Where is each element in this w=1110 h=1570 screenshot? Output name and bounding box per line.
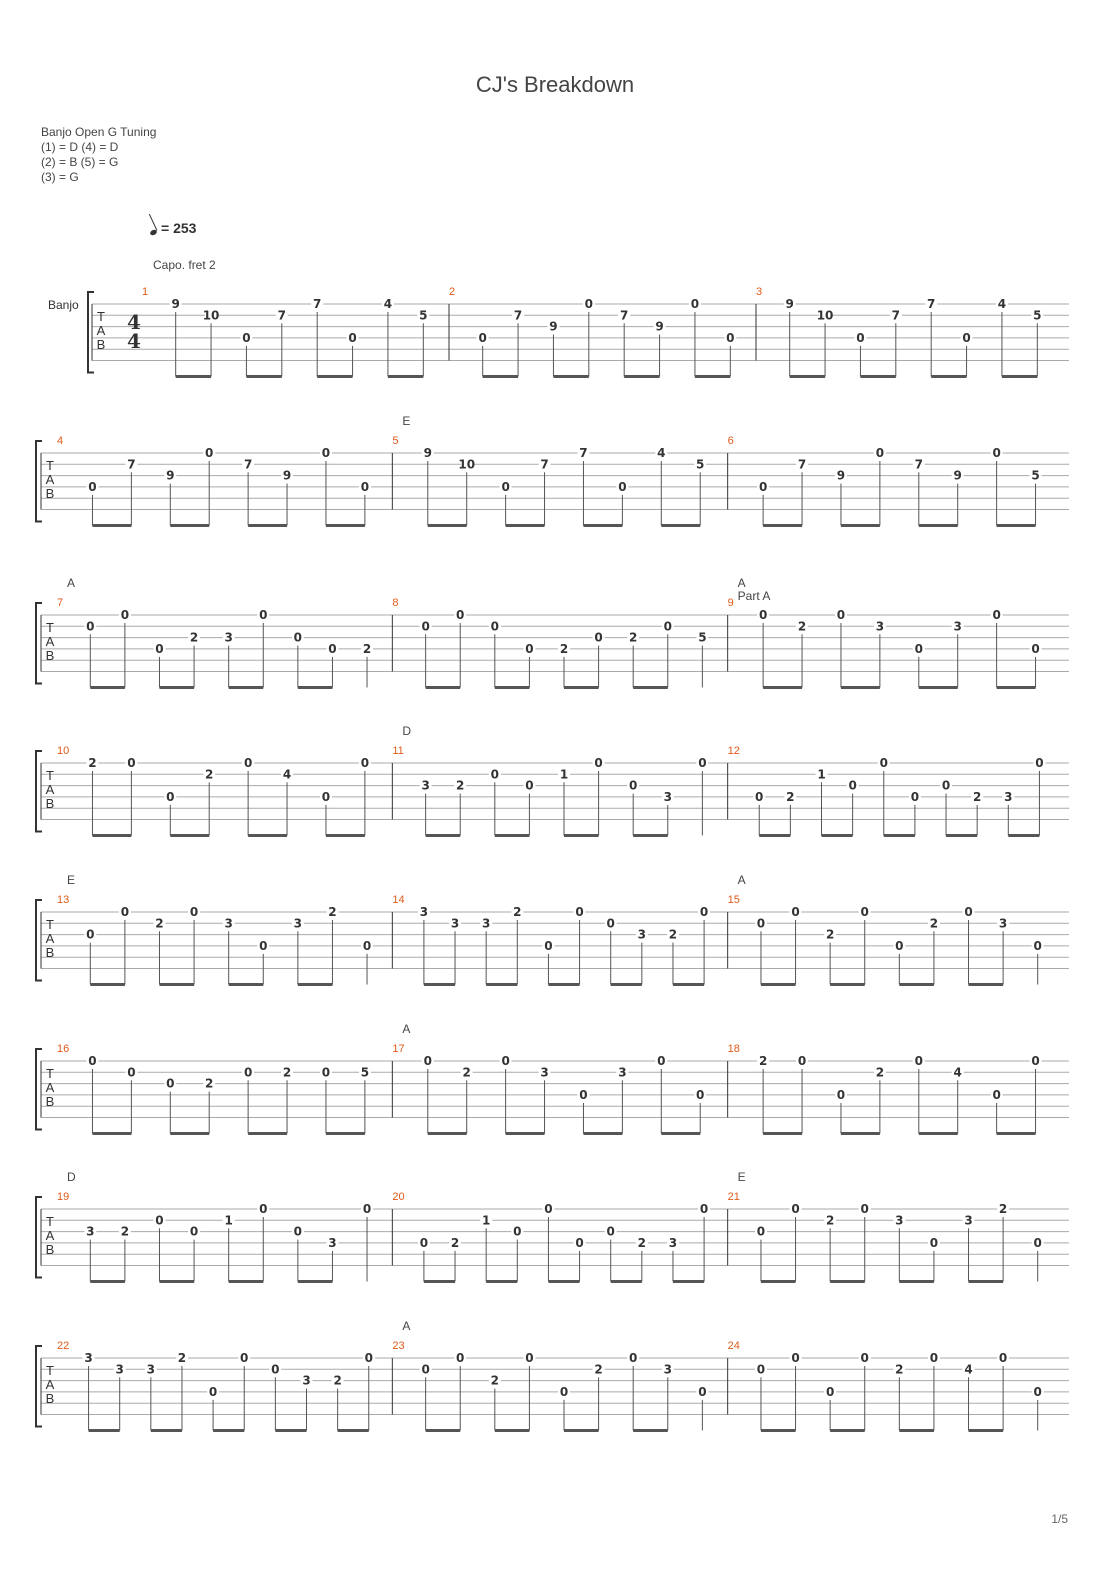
- fret-number: 4: [997, 297, 1007, 311]
- fret-number: 3: [293, 916, 303, 931]
- fret-number: 0: [328, 641, 337, 656]
- fret-number: 0: [836, 1087, 846, 1102]
- fret-number: 9: [836, 468, 846, 483]
- fret-number: 0: [362, 938, 372, 953]
- fret-number: 3: [637, 927, 647, 942]
- tab-letter: T: [46, 767, 54, 783]
- fret-number: 0: [914, 1054, 923, 1068]
- song-title: CJ's Breakdown: [475, 72, 635, 97]
- chord-symbol: A: [737, 873, 746, 887]
- fret-number: 0: [205, 446, 214, 460]
- tab-letter: T: [46, 619, 54, 635]
- fret-number: 2: [88, 756, 97, 770]
- fret-number: 0: [348, 330, 357, 345]
- fret-number: 0: [663, 619, 672, 634]
- page-number: 1/5: [1051, 1512, 1068, 1526]
- tab-letter: T: [46, 1362, 54, 1378]
- fret-number: 3: [895, 1213, 904, 1228]
- fret-number: 0: [860, 1351, 869, 1365]
- fret-number: 0: [478, 330, 487, 345]
- fret-number: 0: [992, 446, 1001, 460]
- fret-number: 2: [594, 1362, 603, 1377]
- fret-number: 0: [584, 297, 593, 311]
- fret-number: 0: [929, 1235, 939, 1250]
- fret-number: 2: [998, 1202, 1008, 1216]
- fret-number: 2: [205, 767, 214, 782]
- tab-letter: T: [46, 916, 54, 932]
- fret-number: 0: [836, 608, 846, 622]
- fret-number: 5: [698, 630, 707, 645]
- fret-number: 0: [698, 1384, 707, 1399]
- fret-number: 0: [243, 756, 253, 770]
- fret-number: 7: [914, 457, 923, 472]
- fret-number: 7: [891, 308, 900, 323]
- fret-number: 0: [690, 297, 700, 311]
- fret-number: 0: [293, 630, 303, 645]
- fret-number: 0: [456, 1351, 465, 1365]
- fret-number: 2: [155, 916, 164, 931]
- fret-number: 5: [696, 457, 705, 472]
- fret-number: 3: [328, 1235, 337, 1250]
- fret-number: 2: [929, 916, 939, 931]
- fret-number: 7: [127, 457, 136, 472]
- chord-symbol: A: [67, 576, 76, 590]
- fret-number: 0: [1033, 1384, 1042, 1399]
- fret-number: 0: [879, 756, 888, 770]
- fret-number: 10: [458, 457, 476, 472]
- fret-number: 5: [360, 1065, 370, 1080]
- fret-number: 0: [243, 1065, 253, 1080]
- measure-number: 1: [142, 286, 149, 298]
- fret-number: 2: [333, 1373, 342, 1388]
- fret-number: 9: [953, 468, 962, 483]
- fret-number: 0: [856, 330, 865, 345]
- fret-number: 5: [419, 308, 428, 323]
- tab-letter: T: [46, 1065, 54, 1081]
- fret-number: 1: [817, 767, 826, 782]
- fret-number: 7: [579, 446, 588, 460]
- fret-number: 0: [1033, 938, 1042, 953]
- fret-number: 9: [282, 468, 292, 483]
- fret-number: 0: [423, 1054, 432, 1068]
- measure-number: 4: [57, 435, 64, 447]
- measure-number: 8: [392, 597, 399, 609]
- fret-number: 0: [421, 1362, 430, 1377]
- fret-number: 0: [189, 905, 199, 919]
- fret-number: 0: [259, 938, 268, 953]
- fret-number: 4: [964, 1362, 973, 1377]
- fret-number: 0: [910, 789, 920, 804]
- fret-number: 2: [972, 789, 982, 804]
- fret-number: 2: [450, 1235, 460, 1250]
- fret-number: 3: [450, 916, 460, 931]
- fret-number: 0: [501, 479, 510, 494]
- fret-number: 0: [544, 938, 553, 953]
- tab-letter: A: [45, 1080, 55, 1096]
- tab-letter: T: [46, 1213, 54, 1229]
- fret-number: 0: [242, 330, 251, 345]
- fret-number: 0: [575, 905, 584, 919]
- tab-letter: B: [96, 337, 106, 353]
- fret-number: 0: [696, 1087, 705, 1102]
- time-signature-top: 4: [127, 309, 141, 334]
- fret-number: 0: [127, 756, 136, 770]
- fret-number: 9: [655, 319, 664, 334]
- tab-letter: B: [45, 945, 55, 961]
- tab-letter: B: [45, 486, 55, 502]
- fret-number: 3: [1004, 789, 1013, 804]
- chord-symbol: D: [402, 724, 412, 738]
- measure-number: 5: [392, 435, 399, 447]
- fret-number: 2: [120, 1224, 130, 1239]
- fret-number: 2: [490, 1373, 499, 1388]
- fret-number: 0: [791, 1351, 800, 1365]
- fret-number: 0: [860, 905, 869, 919]
- fret-number: 0: [797, 1054, 807, 1068]
- fret-number: 0: [629, 1351, 638, 1365]
- fret-number: 0: [208, 1384, 218, 1399]
- fret-number: 0: [606, 1224, 615, 1239]
- fret-number: 0: [501, 1054, 510, 1068]
- fret-number: 0: [756, 1362, 766, 1377]
- fret-number: 0: [579, 1087, 588, 1102]
- measure-number: 18: [727, 1043, 740, 1055]
- fret-number: 3: [421, 778, 430, 793]
- fret-number: 0: [293, 1224, 303, 1239]
- fret-number: 0: [525, 641, 534, 656]
- chord-symbol: E: [402, 414, 411, 428]
- fret-number: 3: [84, 1351, 93, 1365]
- fret-number: 0: [964, 905, 973, 919]
- fret-number: 0: [606, 916, 615, 931]
- fret-number: 9: [549, 319, 558, 334]
- fret-number: 2: [456, 778, 465, 793]
- fret-number: 0: [360, 756, 370, 770]
- fret-number: 0: [88, 479, 97, 494]
- tab-letter: A: [45, 1377, 55, 1393]
- chord-symbol: A: [402, 1022, 411, 1036]
- measure-number: 12: [727, 745, 740, 757]
- fret-number: 0: [321, 1065, 331, 1080]
- fret-number: 2: [637, 1235, 647, 1250]
- measure-number: 11: [392, 745, 404, 757]
- fret-number: 3: [419, 905, 429, 919]
- measure-number: 13: [57, 894, 70, 906]
- time-signature-bottom: 4: [127, 329, 141, 354]
- fret-number: 5: [1033, 308, 1042, 323]
- tab-letter: A: [96, 323, 106, 339]
- fret-number: 0: [189, 1224, 199, 1239]
- fret-number: 0: [825, 1384, 835, 1399]
- fret-number: 0: [419, 1235, 429, 1250]
- fret-number: 0: [726, 330, 735, 345]
- fret-number: 3: [224, 630, 233, 645]
- capo-marking: Capo. fret 2: [153, 258, 216, 272]
- fret-number: 5: [1031, 468, 1040, 483]
- measure-number: 19: [57, 1191, 70, 1203]
- fret-number: 9: [423, 446, 432, 460]
- fret-number: 0: [490, 619, 499, 634]
- fret-number: 0: [998, 1351, 1008, 1365]
- fret-number: 0: [629, 778, 638, 793]
- fret-number: 3: [224, 916, 233, 931]
- fret-number: 0: [1035, 756, 1044, 770]
- fret-number: 0: [914, 641, 923, 656]
- measure-number: 22: [57, 1340, 70, 1352]
- fret-number: 1: [559, 767, 569, 782]
- measure-number: 9: [727, 597, 734, 609]
- fret-number: 0: [699, 1202, 709, 1216]
- fret-number: 0: [364, 1351, 373, 1365]
- fret-number: 3: [302, 1373, 311, 1388]
- fret-number: 0: [525, 1351, 534, 1365]
- measure-number: 17: [392, 1043, 405, 1055]
- fret-number: 0: [962, 330, 971, 345]
- fret-number: 3: [663, 1362, 672, 1377]
- tab-letter: T: [97, 308, 105, 324]
- measure-number: 14: [392, 894, 405, 906]
- tab-letter: B: [45, 648, 55, 664]
- fret-number: 0: [575, 1235, 584, 1250]
- fret-number: 3: [540, 1065, 549, 1080]
- tuning-line-2: (2) = B (5) = G: [41, 155, 119, 169]
- fret-number: 0: [657, 1054, 666, 1068]
- fret-number: 0: [544, 1202, 553, 1216]
- measure-number: 24: [727, 1340, 740, 1352]
- fret-number: 2: [825, 1213, 835, 1228]
- fret-number: 0: [127, 1065, 136, 1080]
- tab-letter: T: [46, 457, 54, 473]
- tab-letter: A: [45, 782, 55, 798]
- fret-number: 0: [594, 756, 603, 770]
- fret-number: 3: [875, 619, 885, 634]
- fret-number: 0: [758, 479, 768, 494]
- tuning-name: Banjo Open G Tuning: [41, 125, 157, 139]
- measure-number: 3: [756, 286, 763, 298]
- fret-number: 0: [525, 778, 534, 793]
- fret-number: 2: [328, 905, 337, 919]
- fret-number: 9: [785, 297, 794, 311]
- chord-symbol: E: [737, 1170, 746, 1184]
- fret-number: 0: [259, 608, 268, 622]
- fret-number: 0: [86, 619, 95, 634]
- fret-number: 0: [594, 630, 603, 645]
- fret-number: 3: [146, 1362, 156, 1377]
- tab-letter: A: [45, 472, 55, 488]
- tab-letter: B: [45, 1242, 55, 1258]
- fret-number: 0: [699, 905, 709, 919]
- fret-number: 0: [362, 1202, 372, 1216]
- fret-number: 1: [481, 1213, 491, 1228]
- measure-number: 10: [57, 745, 70, 757]
- fret-number: 0: [490, 767, 499, 782]
- fret-number: 0: [848, 778, 857, 793]
- measure-number: 21: [727, 1191, 740, 1203]
- fret-number: 2: [797, 619, 807, 634]
- fret-number: 0: [559, 1384, 569, 1399]
- fret-number: 3: [998, 916, 1008, 931]
- fret-number: 0: [321, 789, 331, 804]
- tab-letter: A: [45, 634, 55, 650]
- fret-number: 7: [513, 308, 523, 323]
- fret-number: 7: [243, 457, 253, 472]
- fret-number: 7: [620, 308, 629, 323]
- fret-number: 0: [992, 1087, 1001, 1102]
- fret-number: 0: [941, 778, 951, 793]
- fret-number: 0: [240, 1351, 249, 1365]
- fret-number: 2: [177, 1351, 187, 1365]
- fret-number: 4: [953, 1065, 962, 1080]
- fret-number: 0: [88, 1054, 97, 1068]
- part-label: Part A: [737, 589, 771, 603]
- fret-number: 0: [271, 1362, 280, 1377]
- tab-letter: B: [45, 796, 55, 812]
- chord-symbol: E: [67, 873, 76, 887]
- fret-number: 9: [166, 468, 175, 483]
- fret-number: 0: [360, 479, 370, 494]
- fret-number: 0: [791, 905, 800, 919]
- fret-number: 3: [953, 619, 962, 634]
- fret-number: 0: [456, 608, 465, 622]
- fret-number: 0: [895, 938, 904, 953]
- fret-number: 2: [875, 1065, 885, 1080]
- fret-number: 2: [205, 1076, 214, 1091]
- measure-number: 2: [449, 286, 456, 298]
- fret-number: 2: [895, 1362, 904, 1377]
- tuning-line-1: (1) = D (4) = D: [41, 140, 119, 154]
- fret-number: 2: [758, 1054, 768, 1068]
- fret-number: 0: [259, 1202, 268, 1216]
- fret-number: 2: [513, 905, 522, 919]
- fret-number: 0: [1033, 1235, 1042, 1250]
- fret-number: 3: [481, 916, 491, 931]
- chord-symbol: D: [67, 1170, 76, 1184]
- fret-number: 2: [462, 1065, 471, 1080]
- fret-number: 0: [120, 608, 130, 622]
- fret-number: 0: [513, 1224, 522, 1239]
- fret-number: 4: [657, 446, 666, 460]
- fret-number: 0: [421, 619, 430, 634]
- tab-letter: B: [45, 1094, 55, 1110]
- fret-number: 3: [115, 1362, 124, 1377]
- fret-number: 2: [282, 1065, 292, 1080]
- fret-number: 1: [224, 1213, 233, 1228]
- fret-number: 0: [860, 1202, 869, 1216]
- fret-number: 0: [756, 1224, 766, 1239]
- fret-number: 10: [202, 308, 220, 323]
- fret-number: 2: [559, 641, 569, 656]
- fret-number: 0: [618, 479, 627, 494]
- fret-number: 0: [698, 756, 707, 770]
- fret-number: 10: [816, 308, 834, 323]
- measure-number: 20: [392, 1191, 405, 1203]
- fret-number: 0: [321, 446, 331, 460]
- fret-number: 4: [383, 297, 393, 311]
- fret-number: 9: [171, 297, 180, 311]
- fret-number: 7: [277, 308, 286, 323]
- fret-number: 7: [927, 297, 936, 311]
- fret-number: 4: [282, 767, 292, 782]
- fret-number: 3: [618, 1065, 627, 1080]
- fret-number: 0: [1031, 641, 1040, 656]
- fret-number: 2: [629, 630, 638, 645]
- tab-letter: A: [45, 1228, 55, 1244]
- fret-number: 0: [992, 608, 1001, 622]
- fret-number: 2: [825, 927, 835, 942]
- fret-number: 2: [668, 927, 678, 942]
- fret-number: 3: [964, 1213, 973, 1228]
- fret-number: 2: [786, 789, 795, 804]
- fret-number: 0: [166, 1076, 175, 1091]
- tuning-line-3: (3) = G: [41, 170, 79, 184]
- measure-number: 15: [727, 894, 740, 906]
- fret-number: 0: [155, 641, 164, 656]
- fret-number: 0: [929, 1351, 939, 1365]
- fret-number: 0: [86, 927, 95, 942]
- fret-number: 0: [166, 789, 175, 804]
- fret-number: 2: [189, 630, 199, 645]
- fret-number: 0: [1031, 1054, 1040, 1068]
- fret-number: 0: [758, 608, 768, 622]
- measure-number: 6: [727, 435, 734, 447]
- chord-symbol: A: [402, 1319, 411, 1333]
- fret-number: 7: [313, 297, 322, 311]
- fret-number: 0: [155, 1213, 164, 1228]
- tab-letter: A: [45, 931, 55, 947]
- fret-number: 3: [668, 1235, 678, 1250]
- fret-number: 3: [86, 1224, 95, 1239]
- tab-letter: B: [45, 1391, 55, 1407]
- measure-number: 16: [57, 1043, 70, 1055]
- fret-number: 7: [540, 457, 549, 472]
- measure-number: 7: [57, 597, 64, 609]
- fret-number: 0: [875, 446, 885, 460]
- fret-number: 0: [755, 789, 764, 804]
- instrument-name: Banjo: [48, 298, 79, 312]
- measure-number: 23: [392, 1340, 405, 1352]
- fret-number: 2: [362, 641, 372, 656]
- fret-number: 0: [756, 916, 766, 931]
- chord-symbol: A: [737, 576, 746, 590]
- fret-number: 0: [791, 1202, 800, 1216]
- fret-number: 7: [797, 457, 807, 472]
- fret-number: 0: [120, 905, 130, 919]
- tempo-value: = 253: [161, 220, 197, 236]
- fret-number: 3: [663, 789, 672, 804]
